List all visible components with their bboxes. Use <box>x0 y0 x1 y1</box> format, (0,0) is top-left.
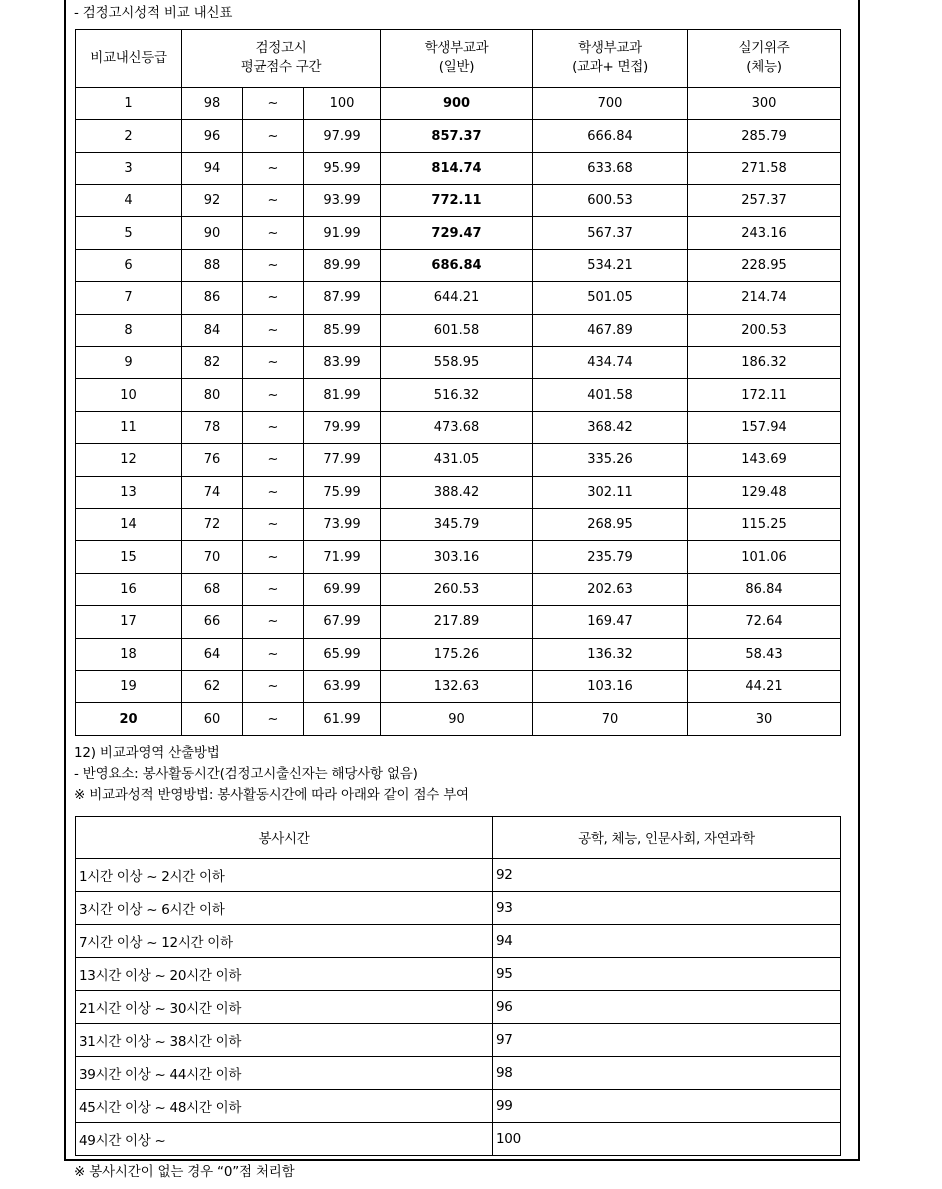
cell-score-interview: 600.53 <box>533 185 688 217</box>
cell-rank: 4 <box>76 185 182 217</box>
cell-volunteer-score: 96 <box>493 990 841 1023</box>
cell-score-general: 558.95 <box>381 347 533 379</box>
cell-rank: 2 <box>76 120 182 152</box>
header-col-b-line2: (교과+ 면접) <box>572 59 648 76</box>
cell-range-high: 100 <box>304 87 381 119</box>
cell-score-practical: 101.06 <box>688 541 841 573</box>
header-rank: 비교내신등급 <box>76 29 182 87</box>
grade-table-header <box>76 29 841 87</box>
cell-score-practical: 271.58 <box>688 152 841 184</box>
table-row <box>76 891 841 924</box>
table-row <box>76 249 841 281</box>
cell-range-low: 62 <box>182 670 243 702</box>
cell-rank: 8 <box>76 314 182 346</box>
cell-score-interview: 633.68 <box>533 152 688 184</box>
grade-table-caption: - 검정고시성적 비교 내신표 <box>74 5 233 21</box>
cell-score-interview: 467.89 <box>533 314 688 346</box>
cell-range-low: 90 <box>182 217 243 249</box>
header-col-b-line1: 학생부교과 <box>578 39 642 56</box>
cell-rank: 5 <box>76 217 182 249</box>
cell-score-general: 900 <box>381 87 533 119</box>
header-col-a <box>381 29 533 87</box>
cell-rank: 20 <box>76 703 182 735</box>
table-row <box>76 509 841 541</box>
cell-range-high: 91.99 <box>304 217 381 249</box>
cell-score-general: 175.26 <box>381 638 533 670</box>
cell-score-general: 814.74 <box>381 152 533 184</box>
cell-range-tilde: ~ <box>243 282 304 314</box>
cell-range-low: 94 <box>182 152 243 184</box>
cell-score-general: 345.79 <box>381 509 533 541</box>
header-score-range-line2: 평균점수 구간 <box>240 59 322 76</box>
cell-volunteer-hours: 13시간 이상 ~ 20시간 이하 <box>76 957 493 990</box>
cell-range-tilde: ~ <box>243 509 304 541</box>
cell-range-low: 98 <box>182 87 243 119</box>
cell-volunteer-score: 97 <box>493 1023 841 1056</box>
table-row <box>76 606 841 638</box>
cell-score-general: 260.53 <box>381 573 533 605</box>
cell-range-tilde: ~ <box>243 185 304 217</box>
cell-score-general: 431.05 <box>381 444 533 476</box>
cell-range-low: 76 <box>182 444 243 476</box>
cell-range-high: 67.99 <box>304 606 381 638</box>
header-col-c-line1: 실기위주 <box>738 39 790 56</box>
volunteer-table-header <box>76 816 841 858</box>
cell-score-general: 601.58 <box>381 314 533 346</box>
cell-score-general: 772.11 <box>381 185 533 217</box>
cell-volunteer-hours: 1시간 이상 ~ 2시간 이하 <box>76 858 493 891</box>
header-col-b <box>533 29 688 87</box>
cell-range-low: 68 <box>182 573 243 605</box>
table-row <box>76 347 841 379</box>
cell-score-interview: 235.79 <box>533 541 688 573</box>
cell-score-interview: 666.84 <box>533 120 688 152</box>
cell-range-tilde: ~ <box>243 703 304 735</box>
cell-rank: 14 <box>76 509 182 541</box>
cell-score-interview: 534.21 <box>533 249 688 281</box>
cell-score-practical: 214.74 <box>688 282 841 314</box>
cell-range-low: 82 <box>182 347 243 379</box>
cell-range-tilde: ~ <box>243 249 304 281</box>
cell-score-practical: 172.11 <box>688 379 841 411</box>
cell-score-practical: 86.84 <box>688 573 841 605</box>
header-col-a-line2: (일반) <box>438 59 475 76</box>
cell-volunteer-score: 98 <box>493 1056 841 1089</box>
cell-score-practical: 44.21 <box>688 670 841 702</box>
table-row <box>76 87 841 119</box>
cell-range-low: 88 <box>182 249 243 281</box>
table-row <box>76 573 841 605</box>
header-volunteer-score: 공학, 체능, 인문사회, 자연과학 <box>493 816 841 858</box>
cell-rank: 13 <box>76 476 182 508</box>
cell-score-practical: 30 <box>688 703 841 735</box>
cell-range-tilde: ~ <box>243 638 304 670</box>
cell-range-high: 69.99 <box>304 573 381 605</box>
cell-score-general: 217.89 <box>381 606 533 638</box>
cell-range-tilde: ~ <box>243 152 304 184</box>
cell-score-general: 644.21 <box>381 282 533 314</box>
cell-range-tilde: ~ <box>243 120 304 152</box>
cell-score-interview: 700 <box>533 87 688 119</box>
cell-score-interview: 434.74 <box>533 347 688 379</box>
cell-score-practical: 115.25 <box>688 509 841 541</box>
cell-range-tilde: ~ <box>243 606 304 638</box>
cell-range-high: 81.99 <box>304 379 381 411</box>
cell-score-general: 132.63 <box>381 670 533 702</box>
cell-score-practical: 228.95 <box>688 249 841 281</box>
cell-volunteer-hours: 3시간 이상 ~ 6시간 이하 <box>76 891 493 924</box>
cell-range-low: 78 <box>182 411 243 443</box>
cell-range-tilde: ~ <box>243 314 304 346</box>
cell-range-tilde: ~ <box>243 87 304 119</box>
cell-volunteer-score: 99 <box>493 1089 841 1122</box>
cell-range-low: 70 <box>182 541 243 573</box>
document-content <box>64 0 860 1182</box>
cell-rank: 17 <box>76 606 182 638</box>
cell-range-high: 89.99 <box>304 249 381 281</box>
cell-rank: 19 <box>76 670 182 702</box>
cell-range-low: 72 <box>182 509 243 541</box>
cell-score-general: 686.84 <box>381 249 533 281</box>
cell-range-high: 95.99 <box>304 152 381 184</box>
table-row <box>76 703 841 735</box>
table-row <box>76 1023 841 1056</box>
cell-rank: 18 <box>76 638 182 670</box>
header-score-range <box>182 29 381 87</box>
table-row <box>76 541 841 573</box>
cell-range-low: 96 <box>182 120 243 152</box>
header-col-c-line2: (체능) <box>746 59 782 76</box>
cell-range-tilde: ~ <box>243 347 304 379</box>
cell-rank: 9 <box>76 347 182 379</box>
cell-volunteer-hours: 7시간 이상 ~ 12시간 이하 <box>76 924 493 957</box>
header-volunteer-hours: 봉사시간 <box>76 816 493 858</box>
table-row <box>76 957 841 990</box>
cell-score-general: 473.68 <box>381 411 533 443</box>
section-heading-12: 12) 비교과영역 산출방법 <box>74 744 220 761</box>
cell-rank: 16 <box>76 573 182 605</box>
cell-score-practical: 186.32 <box>688 347 841 379</box>
cell-volunteer-score: 92 <box>493 858 841 891</box>
cell-range-low: 80 <box>182 379 243 411</box>
spacer-after-grade-table <box>64 736 860 743</box>
header-col-a-line1: 학생부교과 <box>424 39 489 56</box>
cell-score-interview: 70 <box>533 703 688 735</box>
cell-score-practical: 285.79 <box>688 120 841 152</box>
cell-range-high: 65.99 <box>304 638 381 670</box>
table-header-row <box>76 816 841 858</box>
cell-score-practical: 58.43 <box>688 638 841 670</box>
cell-score-interview: 136.32 <box>533 638 688 670</box>
cell-score-general: 303.16 <box>381 541 533 573</box>
cell-rank: 10 <box>76 379 182 411</box>
cell-score-interview: 202.63 <box>533 573 688 605</box>
cell-volunteer-hours: 49시간 이상 ~ <box>76 1122 493 1155</box>
cell-rank: 1 <box>76 87 182 119</box>
cell-score-practical: 300 <box>688 87 841 119</box>
cell-range-low: 60 <box>182 703 243 735</box>
table-row <box>76 282 841 314</box>
volunteer-hours-score-table <box>75 816 841 1156</box>
cell-score-interview: 169.47 <box>533 606 688 638</box>
table-row <box>76 924 841 957</box>
table-row <box>76 1122 841 1155</box>
cell-score-interview: 302.11 <box>533 476 688 508</box>
spacer-before-volunteer-table <box>64 806 860 816</box>
cell-range-high: 97.99 <box>304 120 381 152</box>
cell-score-interview: 268.95 <box>533 509 688 541</box>
cell-score-practical: 143.69 <box>688 444 841 476</box>
cell-range-high: 83.99 <box>304 347 381 379</box>
cell-range-high: 87.99 <box>304 282 381 314</box>
table-row <box>76 990 841 1023</box>
cell-range-tilde: ~ <box>243 444 304 476</box>
table-row <box>76 858 841 891</box>
table-row <box>76 411 841 443</box>
cell-range-high: 85.99 <box>304 314 381 346</box>
cell-range-low: 66 <box>182 606 243 638</box>
cell-rank: 6 <box>76 249 182 281</box>
table-row <box>76 217 841 249</box>
cell-range-tilde: ~ <box>243 573 304 605</box>
cell-rank: 3 <box>76 152 182 184</box>
table-row <box>76 1056 841 1089</box>
table-row <box>76 670 841 702</box>
cell-score-interview: 368.42 <box>533 411 688 443</box>
cell-score-interview: 501.05 <box>533 282 688 314</box>
cell-range-tilde: ~ <box>243 541 304 573</box>
cell-range-low: 86 <box>182 282 243 314</box>
cell-range-high: 77.99 <box>304 444 381 476</box>
grade-comparison-table <box>75 29 841 736</box>
cell-range-high: 75.99 <box>304 476 381 508</box>
cell-score-interview: 567.37 <box>533 217 688 249</box>
cell-score-general: 388.42 <box>381 476 533 508</box>
table-row <box>76 638 841 670</box>
cell-score-practical: 157.94 <box>688 411 841 443</box>
cell-range-low: 84 <box>182 314 243 346</box>
header-col-c <box>688 29 841 87</box>
table-row <box>76 476 841 508</box>
cell-rank: 15 <box>76 541 182 573</box>
cell-range-high: 79.99 <box>304 411 381 443</box>
cell-rank: 11 <box>76 411 182 443</box>
cell-score-practical: 200.53 <box>688 314 841 346</box>
cell-score-practical: 72.64 <box>688 606 841 638</box>
table-header-row <box>76 29 841 87</box>
cell-range-low: 74 <box>182 476 243 508</box>
cell-range-tilde: ~ <box>243 476 304 508</box>
table-row <box>76 444 841 476</box>
cell-score-general: 516.32 <box>381 379 533 411</box>
section-note-reflection-element: - 반영요소: 봉사활동시간(검정고시출신자는 해당사항 없음) <box>74 765 418 782</box>
cell-range-high: 63.99 <box>304 670 381 702</box>
cell-range-tilde: ~ <box>243 670 304 702</box>
cell-score-practical: 129.48 <box>688 476 841 508</box>
table-row <box>76 379 841 411</box>
cell-score-interview: 335.26 <box>533 444 688 476</box>
cell-range-tilde: ~ <box>243 217 304 249</box>
cell-volunteer-hours: 31시간 이상 ~ 38시간 이하 <box>76 1023 493 1056</box>
header-score-range-line1: 검정고시 <box>255 39 307 56</box>
cell-volunteer-score: 95 <box>493 957 841 990</box>
cell-range-high: 93.99 <box>304 185 381 217</box>
volunteer-table-body <box>76 858 841 1155</box>
cell-score-practical: 243.16 <box>688 217 841 249</box>
table-row <box>76 185 841 217</box>
cell-volunteer-score: 94 <box>493 924 841 957</box>
cell-range-high: 71.99 <box>304 541 381 573</box>
table-row <box>76 152 841 184</box>
cell-score-interview: 103.16 <box>533 670 688 702</box>
cell-score-general: 90 <box>381 703 533 735</box>
cell-range-tilde: ~ <box>243 379 304 411</box>
cell-volunteer-hours: 39시간 이상 ~ 44시간 이하 <box>76 1056 493 1089</box>
grade-table-body <box>76 87 841 735</box>
cell-range-high: 61.99 <box>304 703 381 735</box>
cell-rank: 7 <box>76 282 182 314</box>
cell-score-general: 729.47 <box>381 217 533 249</box>
cell-range-low: 64 <box>182 638 243 670</box>
cell-volunteer-hours: 45시간 이상 ~ 48시간 이하 <box>76 1089 493 1122</box>
volunteer-footnote: ※ 봉사시간이 없는 경우 “0”점 처리함 <box>74 1163 295 1180</box>
cell-volunteer-score: 93 <box>493 891 841 924</box>
cell-range-high: 73.99 <box>304 509 381 541</box>
cell-score-general: 857.37 <box>381 120 533 152</box>
cell-score-interview: 401.58 <box>533 379 688 411</box>
cell-score-practical: 257.37 <box>688 185 841 217</box>
table-row <box>76 120 841 152</box>
cell-volunteer-score: 100 <box>493 1122 841 1155</box>
cell-rank: 12 <box>76 444 182 476</box>
cell-range-low: 92 <box>182 185 243 217</box>
cell-volunteer-hours: 21시간 이상 ~ 30시간 이하 <box>76 990 493 1023</box>
cell-range-tilde: ~ <box>243 411 304 443</box>
table-row <box>76 314 841 346</box>
section-note-reflection-method: ※ 비교과성적 반영방법: 봉사활동시간에 따라 아래와 같이 점수 부여 <box>74 786 469 803</box>
table-row <box>76 1089 841 1122</box>
